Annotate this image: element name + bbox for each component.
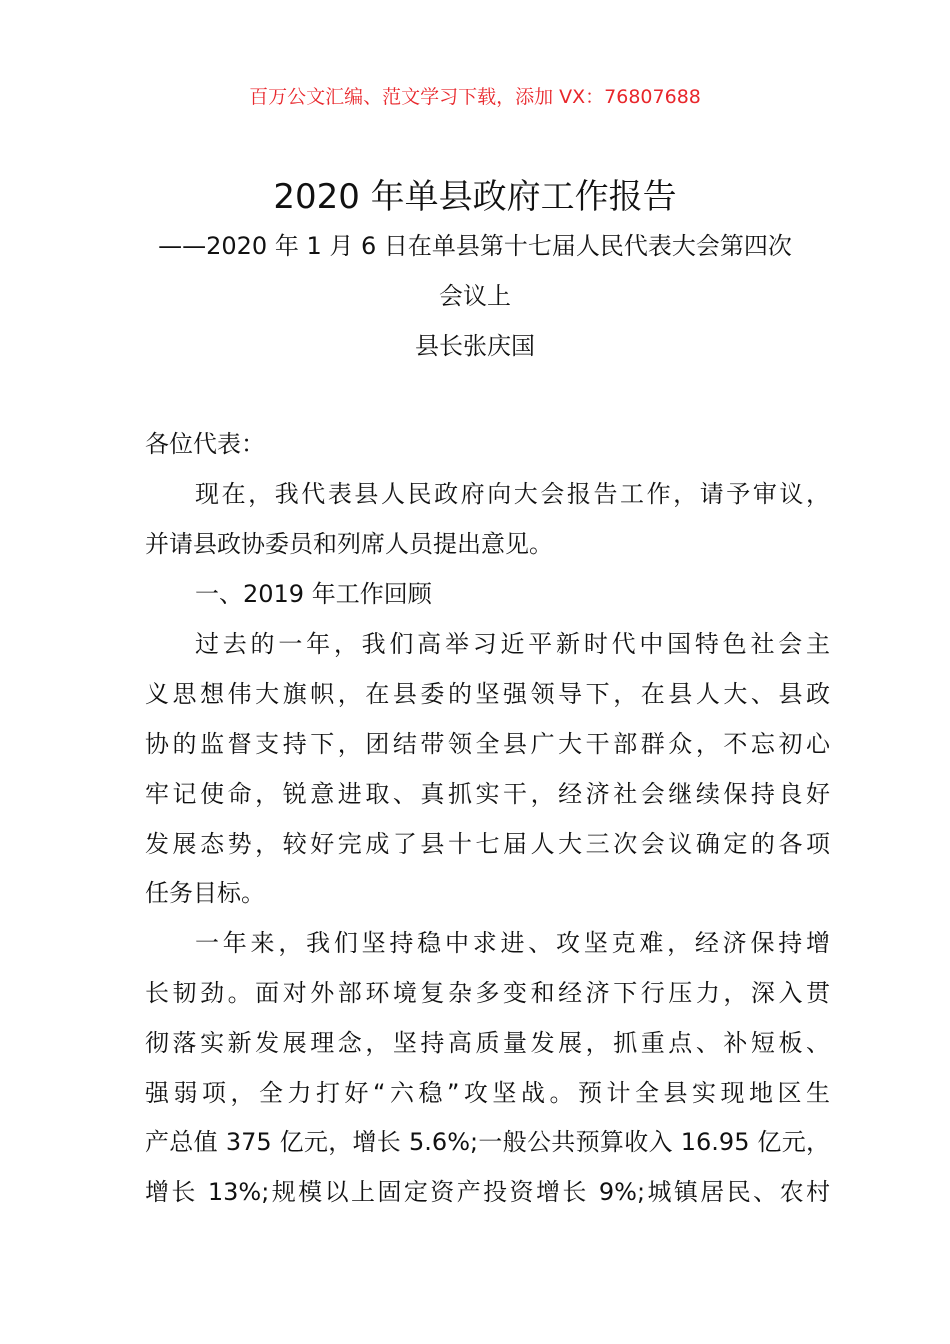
body-line: 并请县政协委员和列席人员提出意见。: [145, 530, 553, 558]
body-line: 增长 13%;规模以上固定资产投资增长 9%;城镇居民、农村: [145, 1178, 830, 1206]
body-line: 牢记使命，锐意进取、真抓实干，经济社会继续保持良好: [145, 780, 830, 808]
body-line: 彻落实新发展理念，坚持高质量发展，抓重点、补短板、: [145, 1029, 830, 1057]
subtitle-line-1: ——2020 年 1 月 6 日在单县第十七届人民代表大会第四次: [158, 232, 792, 260]
body-line: 现在，我代表县人民政府向大会报告工作，请予审议，: [195, 480, 830, 508]
body-line: 发展态势，较好完成了县十七届人大三次会议确定的各项: [145, 830, 830, 858]
body-line: 一年来，我们坚持稳中求进、攻坚克难，经济保持增: [195, 929, 830, 957]
subtitle-line-2: 会议上: [439, 282, 511, 310]
body-line: 一、2019 年工作回顾: [195, 580, 432, 608]
body-line: 长韧劲。面对外部环境复杂多变和经济下行压力，深入贯: [145, 979, 830, 1007]
body-line: 协的监督支持下，团结带领全县广大干部群众，不忘初心: [145, 730, 830, 758]
watermark-banner: 百万公文汇编、范文学习下载，添加 VX：76807688: [249, 86, 701, 108]
body-line: 过去的一年，我们高举习近平新时代中国特色社会主: [195, 630, 830, 658]
body-line: 强弱项，全力打好“六稳”攻坚战。预计全县实现地区生: [145, 1079, 830, 1107]
body-line: 各位代表：: [145, 430, 265, 458]
body-line: 义思想伟大旗帜，在县委的坚强领导下，在县人大、县政: [145, 680, 830, 708]
author-line: 县长张庆国: [415, 332, 535, 360]
body-line: 产总值 375 亿元，增长 5.6%;一般公共预算收入 16.95 亿元，: [145, 1128, 830, 1156]
document-title: 2020 年单县政府工作报告: [273, 177, 677, 217]
body-line: 任务目标。: [145, 879, 265, 907]
